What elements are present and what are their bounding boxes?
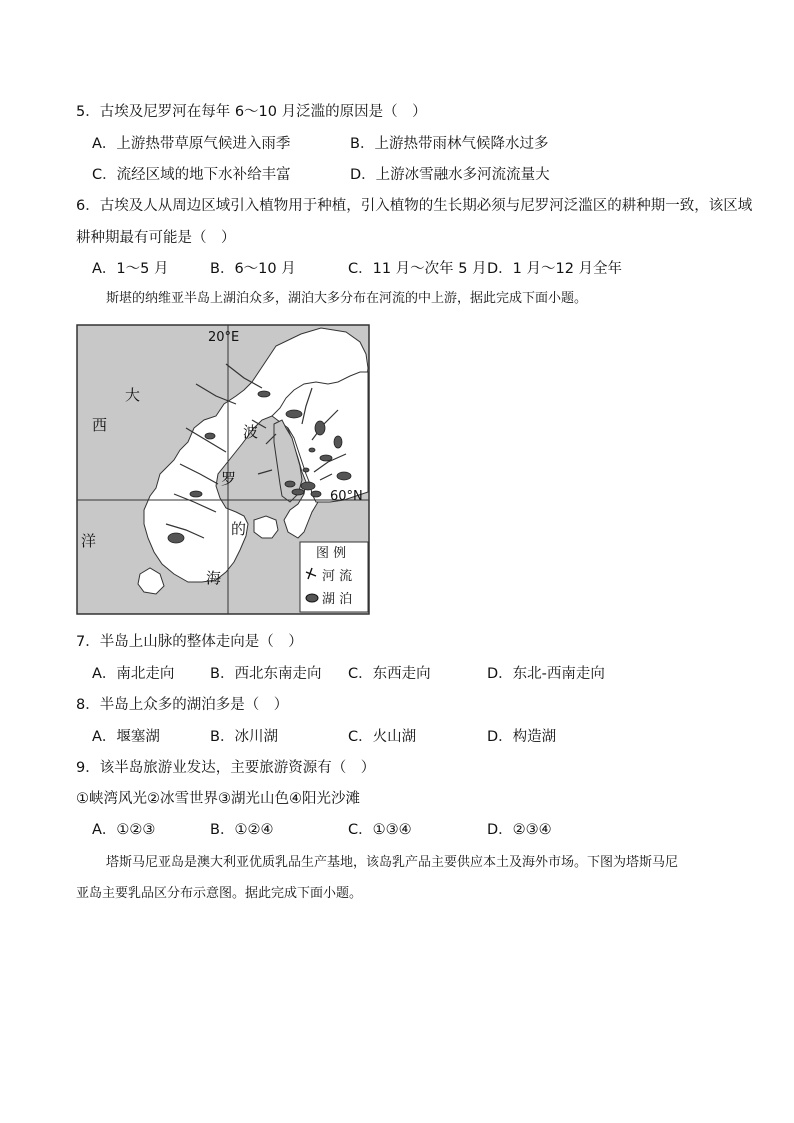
q7-option-a: A．南北走向 — [92, 666, 175, 682]
estonia-coast — [254, 516, 278, 538]
scandinavia-map — [76, 324, 370, 615]
q5-option-c: C．流经区域的地下水补给丰富 — [92, 167, 291, 183]
q7-option-c: C．东西走向 — [348, 666, 431, 682]
q8-option-a: A．堰塞湖 — [92, 729, 160, 745]
question-7-stem: 7．半岛上山脉的整体走向是（ ） — [76, 634, 303, 650]
q5-option-d: D．上游冰雪融水多河流流量大 — [350, 167, 550, 183]
legend-title: 图 例 — [316, 546, 347, 561]
passage-intro-scandinavia: 斯堪的纳维亚半岛上湖泊众多，湖泊大多分布在河流的中上游，据此完成下面小题。 — [106, 291, 588, 306]
question-9-items: ①峡湾风光②冰雪世界③湖光山色④阳光沙滩 — [76, 791, 360, 807]
q6-option-d: D．1 月～12 月全年 — [487, 261, 623, 277]
sea-char-3: 的 — [231, 520, 247, 538]
q8-option-d: D．构造湖 — [487, 729, 557, 745]
q6-option-b: B．6～10 月 — [210, 261, 296, 277]
legend-lake-label: 湖 泊 — [322, 592, 353, 607]
q9-option-d: D．②③④ — [487, 822, 552, 838]
sea-char-1: 波 — [243, 423, 259, 441]
legend-river-label: 河 流 — [322, 569, 353, 584]
passage-intro-tasmania-line1: 塔斯马尼亚岛是澳大利亚优质乳品生产基地，该岛乳产品主要供应本土及海外市场。下图为塔斯马尼 — [106, 855, 679, 870]
q6-option-c: C．11 月～次年 5 月 — [348, 261, 487, 277]
ocean-char-3: 洋 — [81, 532, 97, 550]
question-6-stem-line1: 6．古埃及人从周边区域引入植物用于种植，引入植物的生长期必须与尼罗河泛滥区的耕种期一致，该区域 — [76, 198, 753, 214]
ocean-char-1: 大 — [125, 386, 141, 404]
lake-legend-icon — [306, 594, 318, 602]
sea-char-4: 海 — [206, 569, 222, 587]
q6-option-a: A．1～5 月 — [92, 261, 169, 277]
sea-char-2: 罗 — [221, 470, 237, 488]
lat-label: 60°N — [330, 489, 363, 504]
ocean-char-2: 西 — [92, 416, 108, 434]
q8-option-b: B．冰川湖 — [210, 729, 278, 745]
map-svg — [76, 324, 370, 615]
q9-option-c: C．①③④ — [348, 822, 412, 838]
question-8-stem: 8．半岛上众多的湖泊多是（ ） — [76, 697, 289, 713]
q5-option-a: A．上游热带草原气候进入雨季 — [92, 136, 291, 152]
q9-option-a: A．①②③ — [92, 822, 156, 838]
passage-intro-tasmania-line2: 亚岛主要乳品区分布示意图。据此完成下面小题。 — [76, 886, 363, 901]
q9-option-b: B．①②④ — [210, 822, 274, 838]
q7-option-d: D．东北-西南走向 — [487, 666, 605, 682]
question-6-stem-line2: 耕种期最有可能是（ ） — [76, 230, 236, 246]
question-9-stem: 9．该半岛旅游业发达，主要旅游资源有（ ） — [76, 760, 376, 776]
q7-option-b: B．西北东南走向 — [210, 666, 322, 682]
question-5-stem: 5．古埃及尼罗河在每年 6～10 月泛滥的原因是（ ） — [76, 104, 427, 120]
q5-option-b: B．上游热带雨林气候降水过多 — [350, 136, 549, 152]
lon-label: 20°E — [208, 330, 240, 345]
q8-option-c: C．火山湖 — [348, 729, 417, 745]
